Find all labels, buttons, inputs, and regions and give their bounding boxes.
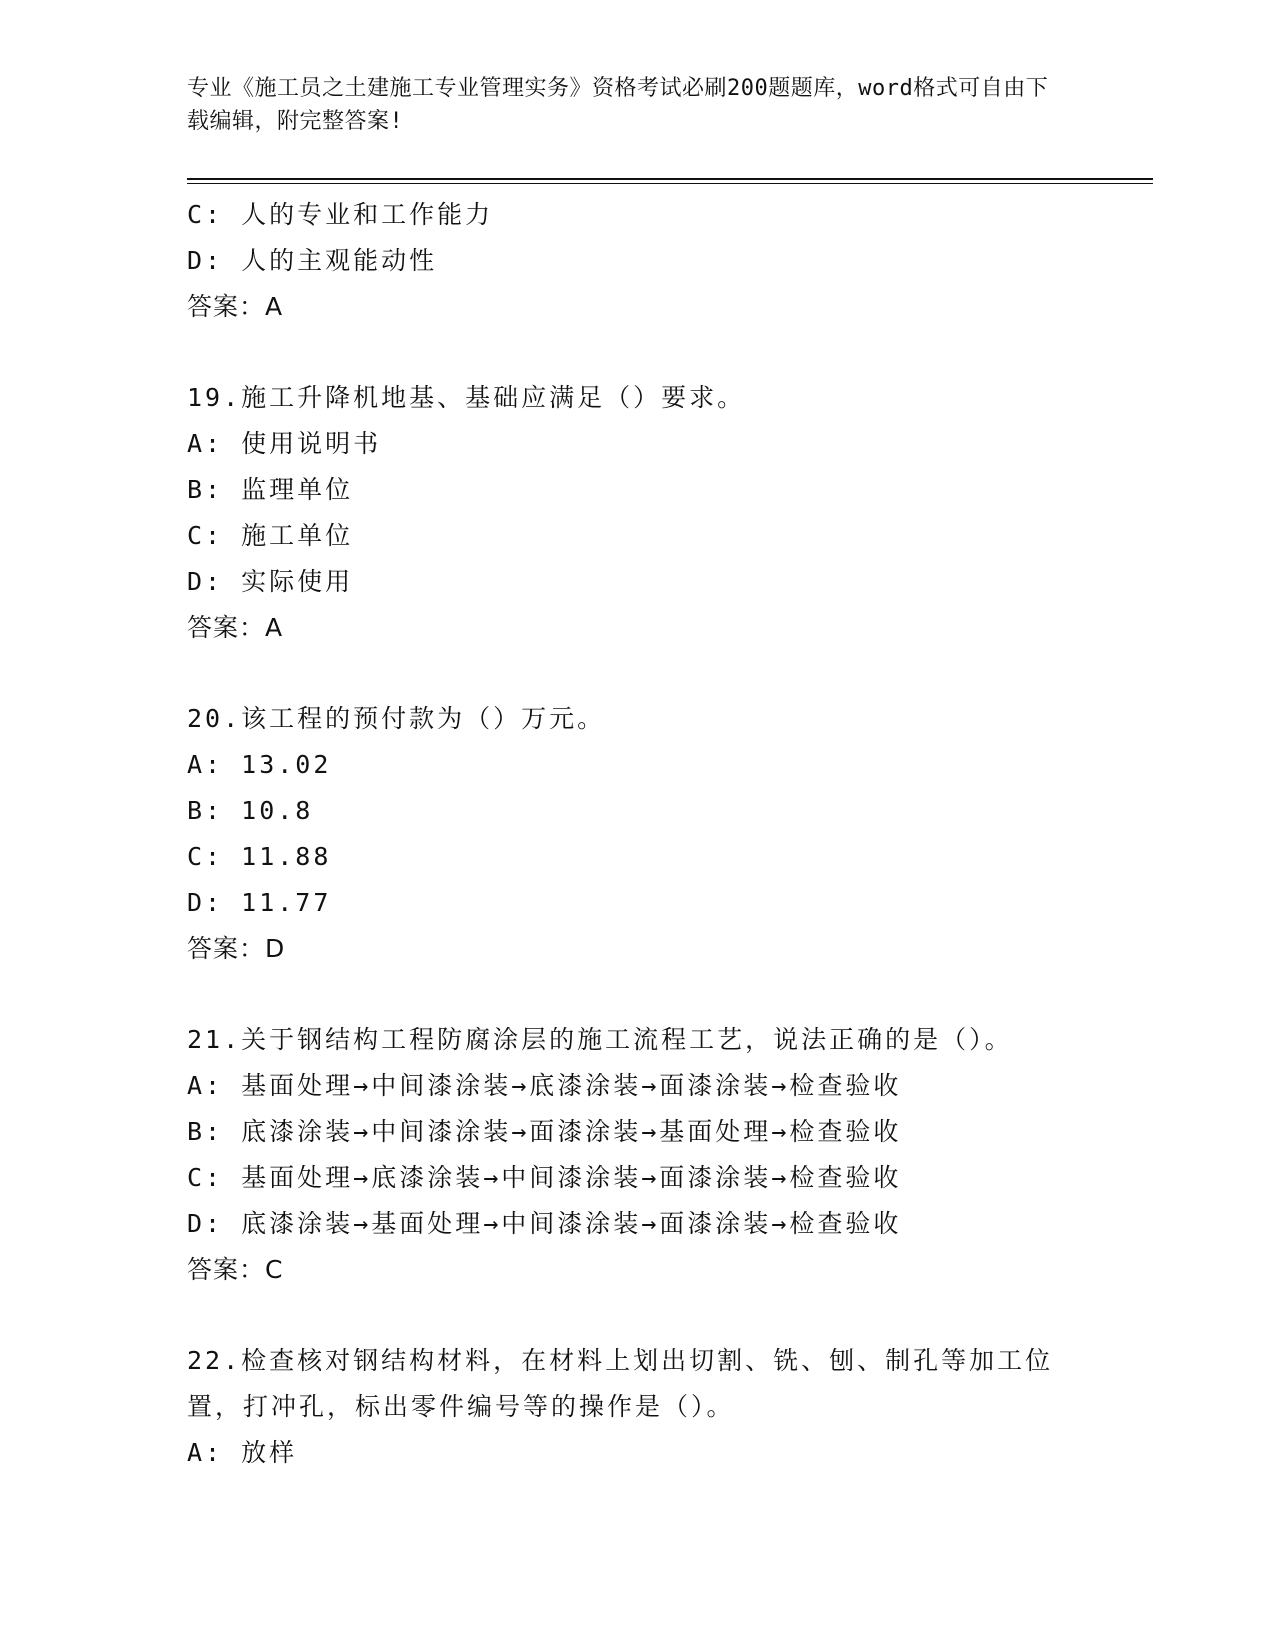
header-divider-thick bbox=[187, 178, 1153, 180]
option-a: A: 放样 bbox=[187, 1438, 298, 1467]
header-divider-thin bbox=[187, 183, 1153, 184]
question-18-tail bbox=[187, 192, 1087, 330]
option-c: C: 人的专业和工作能力 bbox=[187, 200, 494, 229]
answer: 答案：C bbox=[187, 1255, 284, 1284]
question-20 bbox=[187, 696, 1087, 972]
option-b: B: 10.8 bbox=[187, 796, 314, 825]
question-21 bbox=[187, 1017, 1087, 1293]
option-d: D: 11.77 bbox=[187, 888, 332, 917]
option-a: A: 13.02 bbox=[187, 750, 332, 779]
option-a: A: 使用说明书 bbox=[187, 429, 382, 458]
question-text: 20.该工程的预付款为（）万元。 bbox=[187, 704, 606, 733]
option-a: A: 基面处理→中间漆涂装→底漆涂装→面漆涂装→检查验收 bbox=[187, 1071, 902, 1100]
option-c: C: 11.88 bbox=[187, 842, 332, 871]
question-text: 21.关于钢结构工程防腐涂层的施工流程工艺，说法正确的是（）。 bbox=[187, 1025, 1013, 1054]
question-list bbox=[187, 192, 1087, 1476]
question-text: 19.施工升降机地基、基础应满足（）要求。 bbox=[187, 383, 746, 412]
question-22 bbox=[187, 1338, 1087, 1476]
spacer bbox=[187, 972, 1087, 1017]
question-19 bbox=[187, 375, 1087, 651]
option-c: C: 基面处理→底漆涂装→中间漆涂装→面漆涂装→检查验收 bbox=[187, 1163, 902, 1192]
spacer bbox=[187, 1293, 1087, 1338]
option-d: D: 底漆涂装→基面处理→中间漆涂装→面漆涂装→检查验收 bbox=[187, 1209, 902, 1238]
option-d: D: 人的主观能动性 bbox=[187, 246, 438, 275]
question-text: 22.检查核对钢结构材料，在材料上划出切割、铣、刨、制孔等加工位置，打冲孔，标出零件编号等的操作是（）。 bbox=[187, 1346, 1054, 1421]
option-d: D: 实际使用 bbox=[187, 567, 354, 596]
option-b: B: 底漆涂装→中间漆涂装→面漆涂装→基面处理→检查验收 bbox=[187, 1117, 902, 1146]
spacer bbox=[187, 651, 1087, 696]
option-b: B: 监理单位 bbox=[187, 475, 354, 504]
answer: 答案：A bbox=[187, 613, 284, 642]
answer: 答案：D bbox=[187, 934, 286, 963]
option-c: C: 施工单位 bbox=[187, 521, 354, 550]
answer: 答案：A bbox=[187, 292, 284, 321]
document-header: 专业《施工员之土建施工专业管理实务》资格考试必刷200题题库，word格式可自由下载编辑，附完整答案! bbox=[187, 76, 1049, 134]
spacer bbox=[187, 330, 1087, 375]
